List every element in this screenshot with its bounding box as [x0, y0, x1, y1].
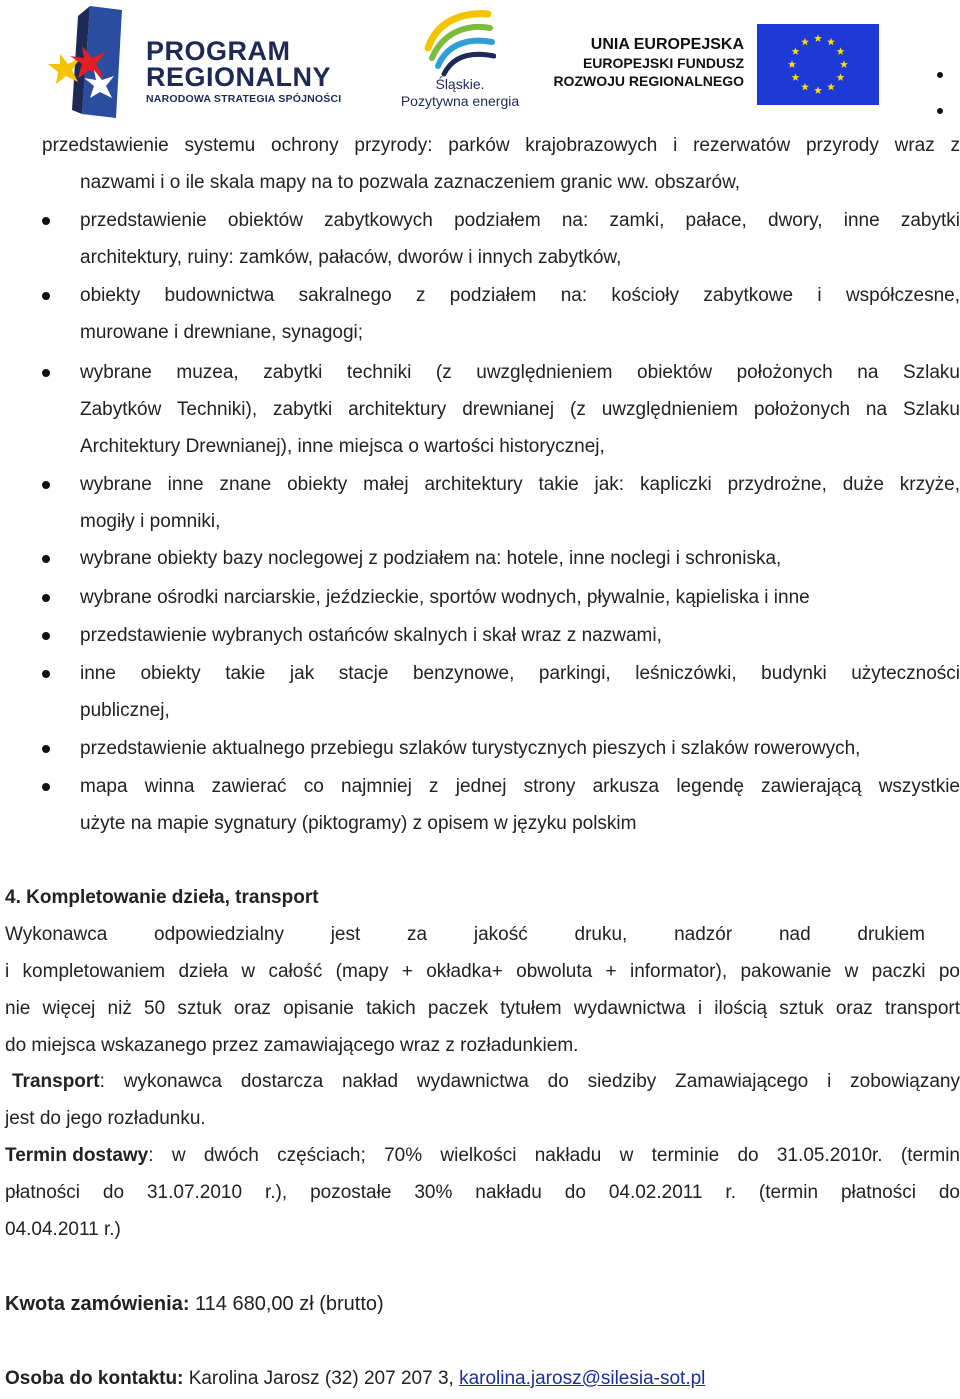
paragraph-line: nie więcej niż 50 sztuk oraz opisanie takich paczek tytułem wydawnictwa i ilością sztuk oraz transport	[5, 998, 960, 1019]
contact-text: Karolina Jarosz (32) 207 207 3,	[188, 1368, 454, 1389]
contact-line	[5, 1367, 705, 1391]
termin-label: Termin dostawy	[5, 1145, 149, 1166]
paragraph-line: płatności do 31.07.2010 r.), pozostałe 30% nakładu do 04.02.2011 r. (termin płatności do	[5, 1182, 960, 1203]
ue-line3: ROZWOJU REGIONALNEGO	[553, 73, 744, 89]
list-item-line: inne obiekty takie jak stacje benzynowe, parkingi, leśniczówki, budynki użyteczności	[80, 663, 960, 684]
paragraph-line: do miejsca wskazanego przez zamawiającego wraz z rozładunkiem.	[5, 1035, 579, 1056]
list-item-line: przedstawienie aktualnego przebiegu szlaków turystycznych pieszych i szlaków rowerowych,	[80, 738, 861, 759]
list-item-line: Zabytków Techniki), zabytki architektury drewnianej (z uwzględnieniem położonych na Szlaku	[80, 399, 960, 420]
paragraph-line: 04.04.2011 r.)	[5, 1219, 121, 1240]
list-item-line: murowane i drewniane, synagogi;	[80, 322, 364, 343]
bullet-dot	[42, 745, 50, 753]
ue-wordmark	[548, 36, 744, 90]
contact-label: Osoba do kontaktu:	[5, 1368, 184, 1389]
bullet-dot	[42, 292, 50, 300]
list-item-line: przedstawienie obiektów zabytkowych podziałem na: zamki, pałace, dwory, inne zabytki	[80, 210, 960, 231]
bullet-dot	[42, 632, 50, 640]
list-item-line: wybrane obiekty bazy noclegowej z podziałem na: hotele, inne noclegi i schroniska,	[80, 548, 782, 569]
section-heading: 4. Kompletowanie dzieła, transport	[5, 887, 319, 908]
ue-line2: EUROPEJSKI FUNDUSZ	[582, 55, 744, 71]
header-bullet-dot	[937, 108, 943, 114]
header-logos	[0, 0, 960, 120]
slaskie-emblem-icon	[418, 8, 496, 78]
bullet-dot	[42, 369, 50, 377]
list-item-line: publicznej,	[80, 700, 170, 721]
program-line2: REGIONALNY	[146, 62, 332, 92]
program-line1: PROGRAM	[146, 36, 291, 66]
contact-email-link[interactable]: karolina.jarosz@silesia-sot.pl	[459, 1368, 706, 1389]
eu-flag-icon	[757, 24, 879, 105]
kwota-value: 114 680,00 zł (brutto)	[195, 1293, 384, 1315]
list-item-line: wybrane inne znane obiekty małej architektury takie jak: kapliczki przydrożne, duże krzyże,	[80, 474, 960, 495]
bullet-dot	[42, 783, 50, 791]
slaskie-line1: Śląskie.	[435, 76, 485, 92]
program-regionalny-wordmark	[146, 38, 341, 106]
list-item-line: obiekty budownictwa sakralnego z podziałem na: kościoły zabytkowe i współczesne,	[80, 285, 960, 306]
termin-line	[5, 1144, 960, 1168]
termin-text: : w dwóch częściach; 70% wielkości nakładu w terminie do 31.05.2010r. (termin	[148, 1145, 960, 1166]
kwota-label: Kwota zamówienia:	[5, 1293, 190, 1315]
transport-text: : wykonawca dostarcza nakład wydawnictwa do siedziby Zamawiającego i zobowiązany	[99, 1071, 960, 1092]
list-item-line: przedstawienie wybranych ostańców skalnych i skał wraz z nazwami,	[80, 625, 662, 646]
list-item-line: mapa winna zawierać co najmniej z jednej strony arkusza legendę zawierającą wszystkie	[80, 776, 960, 797]
list-item-line: nazwami i o ile skala mapy na to pozwala zaznaczeniem granic ww. obszarów,	[80, 172, 741, 193]
bullet-dot	[42, 217, 50, 225]
list-item-line: architektury, ruiny: zamków, pałaców, dworów i innych zabytków,	[80, 247, 622, 268]
bullet-dot	[42, 481, 50, 489]
transport-label: Transport	[12, 1071, 100, 1092]
list-item-line: Architektury Drewnianej), inne miejsca o wartości historycznej,	[80, 436, 605, 457]
paragraph-line: Wykonawca odpowiedzialny jest za jakość druku, nadzór nad drukiem	[5, 924, 925, 945]
list-item-line: wybrane muzea, zabytki techniki (z uwzględnieniem obiektów położonych na Szlaku	[80, 362, 960, 383]
list-item-line: mogiły i pomniki,	[80, 511, 221, 532]
transport-line	[12, 1070, 960, 1094]
ue-line1: UNIA EUROPEJSKA	[590, 36, 744, 53]
bullet-dot	[42, 670, 50, 678]
paragraph-line: jest do jego rozładunku.	[5, 1108, 206, 1129]
bullet-dot	[42, 555, 50, 563]
kwota-line	[5, 1292, 384, 1316]
list-item-line: użyte na mapie sygnatury (piktogramy) z opisem w języku polskim	[80, 813, 637, 834]
header-bullet-dot	[937, 72, 943, 78]
paragraph-line: i kompletowaniem dzieła w całość (mapy + okładka+ obwoluta + informator), pakowanie w paczki po	[5, 961, 960, 982]
bullet-dot	[42, 594, 50, 602]
slaskie-wordmark	[398, 76, 522, 110]
list-item-line: przedstawienie systemu ochrony przyrody: parków krajobrazowych i rezerwatów przyrody wraz z	[42, 135, 960, 156]
slaskie-line2: Pozytywna energia	[400, 93, 520, 109]
program-regionalny-emblem-icon	[42, 6, 138, 118]
program-line3: NARODOWA STRATEGIA SPÓJNOŚCI	[146, 93, 342, 105]
list-item-line: wybrane ośrodki narciarskie, jeździeckie, sportów wodnych, pływalnie, kąpieliska i inne	[80, 587, 810, 608]
